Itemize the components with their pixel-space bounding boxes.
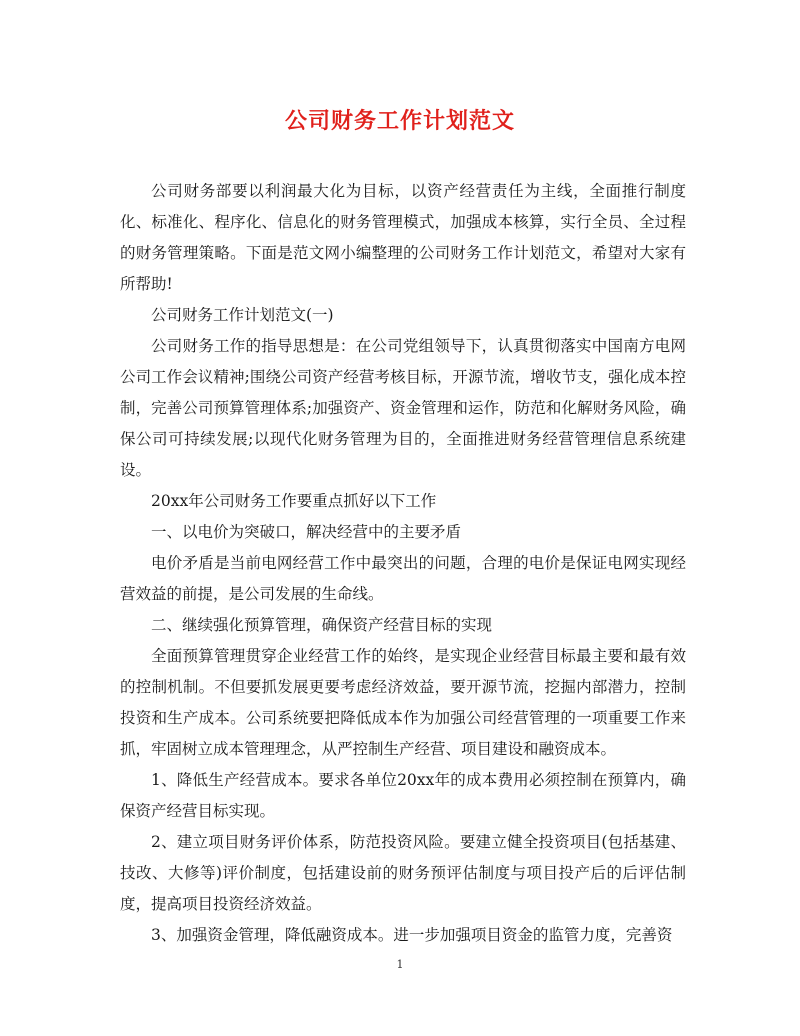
guiding-principle-paragraph: 公司财务工作的指导思想是：在公司党组领导下，认真贯彻落实中国南方电网公司工作会议精神;围绕公司资产经营考核目标，开源节流，增收节支，强化成本控制，完善公司预算管理体系;加强资产、资金管理和运作，防范和化解财务风险，确保公司可持续发展;以现代化财务管理为目的，全面推进财务经营管理信息系统建设。: [120, 337, 686, 479]
item-one-heading: 一、以电价为突破口，解决经营中的主要矛盾: [151, 523, 462, 541]
item-two-heading: 二、继续强化预算管理，确保资产经营目标的实现: [151, 616, 493, 634]
section-heading: 公司财务工作计划范文(一): [151, 306, 334, 324]
sub-item-three-paragraph: 3、加强资金管理，降低融资成本。进一步加强项目资金的监管力度，完善资: [151, 926, 673, 944]
document-body: [120, 176, 686, 951]
item-two-paragraph: 全面预算管理贯穿企业经营工作的始终，是实现企业经营目标最主要和最有效的控制机制。不但要抓发展更要考虑经济效益，要开源节流，挖掘内部潜力，控制投资和生产成本。公司系统要把降低成本作为加强公司经营管理的一项重要工作来抓，牢固树立成本管理理念，从严控制生产经营、项目建设和融资成本。: [120, 647, 686, 758]
page-number: 1: [396, 958, 404, 971]
item-one-paragraph: 电价矛盾是当前电网经营工作中最突出的问题，合理的电价是保证电网实现经营效益的前提，是公司发展的生命线。: [120, 554, 686, 603]
document-title: 公司财务工作计划范文: [284, 108, 515, 134]
sub-item-one-paragraph: 1、降低生产经营成本。要求各单位20xx年的成本费用必须控制在预算内，确保资产经营目标实现。: [120, 771, 686, 820]
year-focus-heading: 20xx年公司财务工作要重点抓好以下工作: [151, 492, 437, 510]
intro-paragraph: 公司财务部要以利润最大化为目标，以资产经营责任为主线，全面推行制度化、标准化、程序化、信息化的财务管理模式，加强成本核算，实行全员、全过程的财务管理策略。下面是范文网小编整理的公司财务工作计划范文，希望对大家有所帮助!: [120, 182, 686, 293]
sub-item-two-paragraph: 2、建立项目财务评价体系，防范投资风险。要建立健全投资项目(包括基建、技改、大修等)评价制度，包括建设前的财务预评估制度与项目投产后的后评估制度，提高项目投资经济效益。: [120, 833, 686, 913]
